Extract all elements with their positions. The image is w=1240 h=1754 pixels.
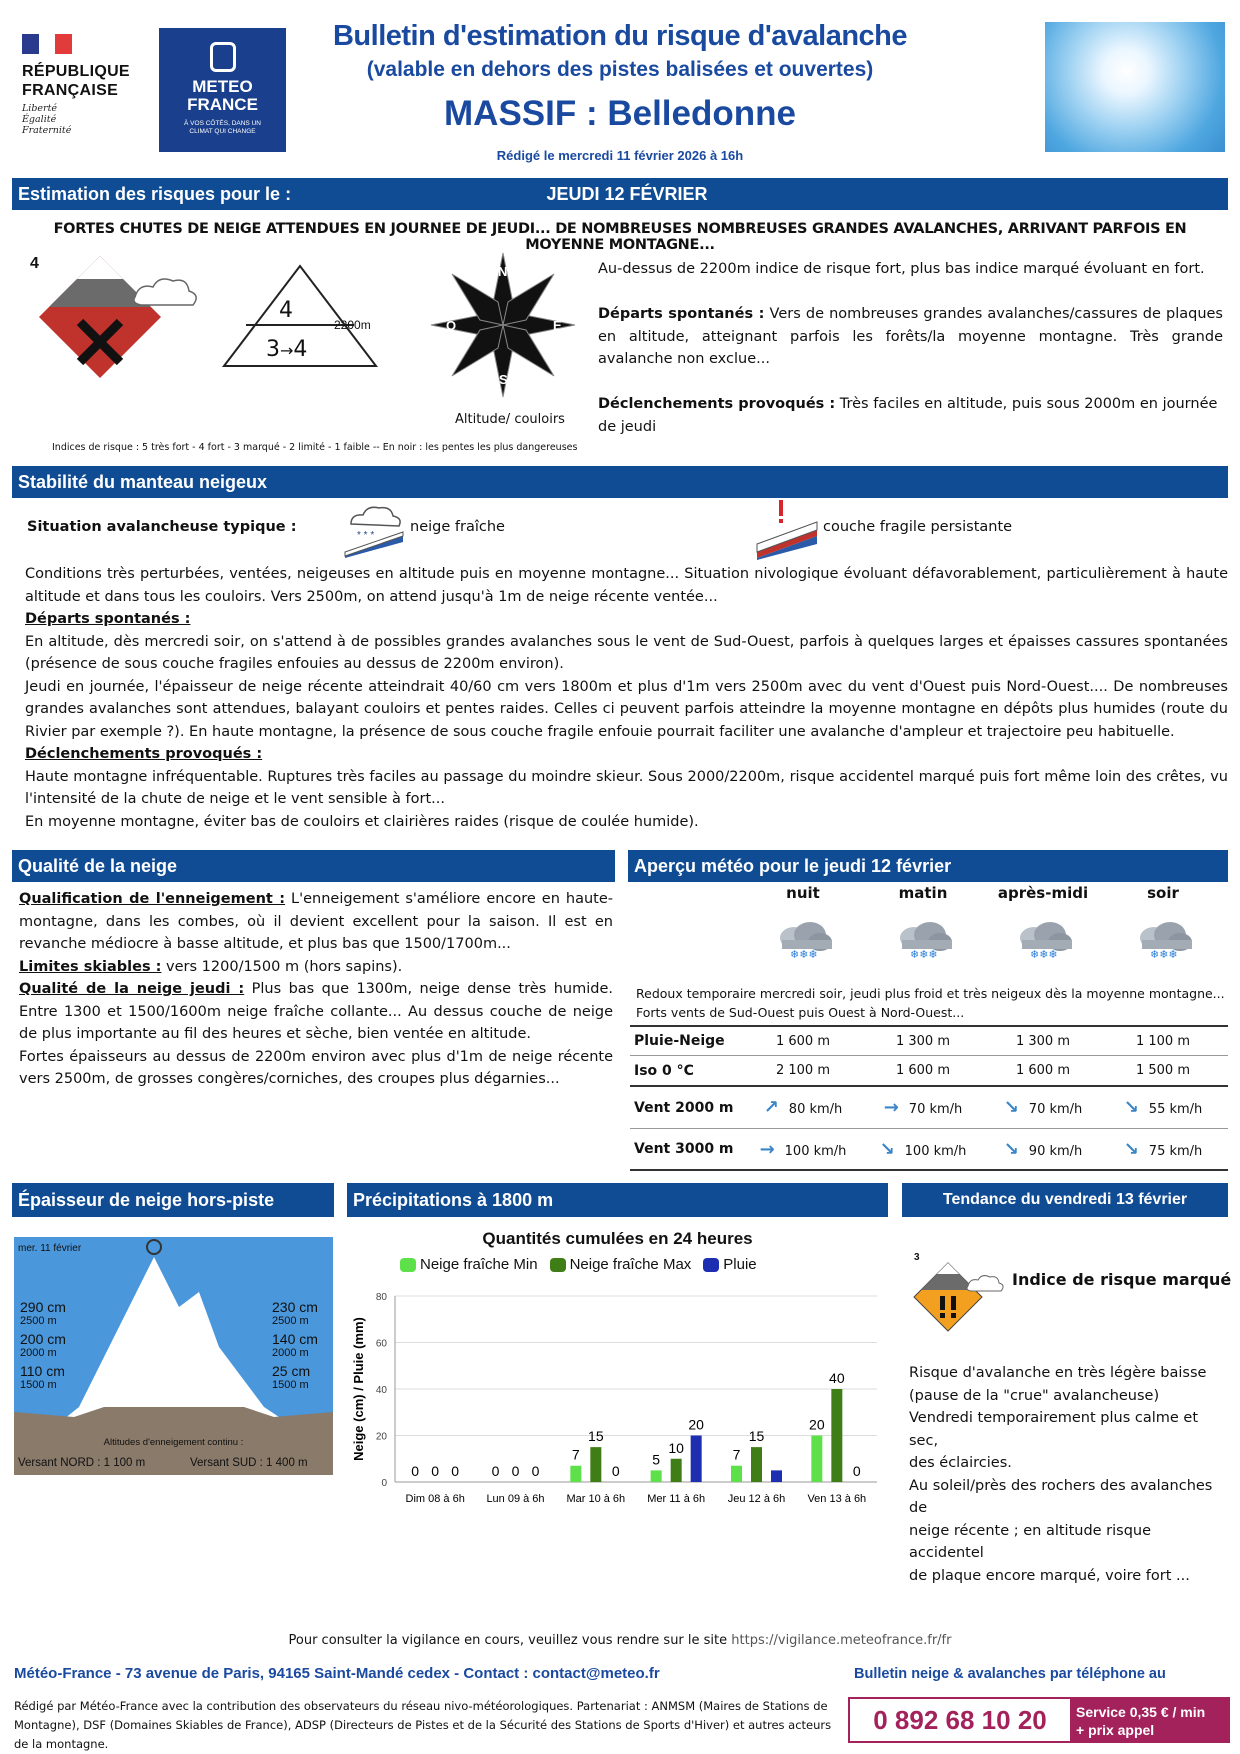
meteo-row-pluie-neige: [630, 1025, 1228, 1056]
bar-neige-fraîche-max: [671, 1459, 682, 1482]
left-alt-2: 2000 m: [20, 1347, 57, 1359]
bar-neige-fraîche-min: [651, 1470, 662, 1482]
precipitation-chart: [347, 1280, 888, 1510]
stabilite-h2: Déclenchements provoqués :: [25, 746, 263, 762]
sky-photo: [1045, 22, 1225, 152]
versant-nord: Versant NORD : 1 100 m: [18, 1457, 146, 1469]
estimation-label: Estimation des risques pour le :: [18, 183, 292, 204]
bar-pluie: [771, 1470, 782, 1482]
wind-arrow-icon: ↗: [763, 1097, 779, 1118]
y-tick-label: 0: [381, 1478, 387, 1489]
snow-cloud-icon: [1128, 918, 1198, 960]
left-depth-1: 290 cm: [20, 1299, 66, 1315]
vigilance-link[interactable]: https://vigilance.meteofrance.fr/fr: [731, 1633, 952, 1648]
legend-swatch-max: [550, 1258, 566, 1272]
lower-risk-to: 4: [293, 337, 308, 362]
epaisseur-bar: Épaisseur de neige hors-piste: [12, 1183, 334, 1217]
row-value: 1 300 m: [1015, 1033, 1070, 1049]
data-label: 7: [732, 1446, 741, 1463]
legend-swatch-pluie: [703, 1258, 719, 1272]
compass-s: S: [499, 372, 508, 387]
chart-title: Quantités cumulées en 24 heures: [482, 1229, 753, 1248]
bar-neige-fraîche-max: [751, 1447, 762, 1482]
depth-date: mer. 11 février: [18, 1243, 82, 1254]
row-label: Iso 0 °C: [634, 1062, 694, 1079]
svg-text:❄❄❄: ❄❄❄: [910, 949, 938, 960]
bulletin-subtitle: (valable en dehors des pistes balisées et ouvertes): [366, 58, 874, 81]
situation-fresh-snow: neige fraîche: [410, 519, 505, 535]
declench-paragraph: [598, 393, 1228, 438]
fresh-snow-icon: [343, 502, 405, 558]
right-depth-2: 140 cm: [272, 1331, 318, 1347]
stabilite-p4: Haute montagne infréquentable. Ruptures très faciles au passage du moindre skieur. Sous 2000/2200m, risque accidentel marqué puis fort même loin des crêtes, vu l'intensité de la chute de neige et le vent sensible à fort...: [25, 768, 1228, 807]
risk-4-pictogram: [25, 252, 205, 382]
departs-label: Départs spontanés :: [598, 306, 765, 322]
wind-arrow-icon: →: [759, 1138, 775, 1160]
bar-neige-fraîche-min: [811, 1436, 822, 1483]
bar-neige-fraîche-max: [590, 1447, 601, 1482]
data-label: 15: [748, 1428, 765, 1445]
wind-arrow-icon: ↘: [1003, 1138, 1019, 1160]
tendance-bar: Tendance du vendredi 13 février: [902, 1183, 1228, 1217]
data-label: 5: [652, 1451, 661, 1468]
chart-legend: [400, 1256, 757, 1273]
right-depth-3: 25 cm: [272, 1363, 311, 1379]
versant-sud: Versant SUD : 1 400 m: [190, 1457, 308, 1469]
qualite-q2-text: vers 1200/1500 m (hors sapins).: [161, 958, 403, 975]
phone-title: Bulletin neige & avalanches par téléphone au: [854, 1666, 1166, 1682]
row-value: 100 km/h: [904, 1143, 967, 1159]
y-tick-label: 80: [375, 1292, 387, 1303]
data-label: 0: [431, 1463, 440, 1479]
tendance-line: des éclaircies.: [909, 1455, 1012, 1471]
qualite-q4-text: Fortes épaisseurs au dessus de 2200m environ avec plus d'1m de neige récente vers 2500m, de grosses congères/corniches, des croupes plus dégarnies...: [19, 1048, 613, 1087]
mf-tagline: À VOS CÔTÉS, DANS UN CLIMAT QUI CHANGE: [184, 120, 261, 135]
persistent-weak-layer-icon: [755, 498, 819, 560]
wind-arrow-icon: ↘: [1003, 1097, 1019, 1118]
meteo-row-vent-2000: [630, 1087, 1228, 1129]
right-alt-3: 1500 m: [272, 1379, 309, 1391]
lower-risk-value: [266, 337, 307, 362]
redaction-date: Rédigé le mercredi 11 février 2026 à 16h: [496, 148, 744, 163]
y-tick-label: 40: [375, 1385, 387, 1396]
vigilance-text: Pour consulter la vigilance en cours, veuillez vous rendre sur le site: [288, 1633, 728, 1648]
y-axis-label: Neige (cm) / Pluie (mm): [351, 1317, 366, 1461]
bar-neige-fraîche-min: [731, 1466, 742, 1482]
row-value: 70 km/h: [908, 1102, 963, 1117]
wind-arrow-icon: ↘: [1123, 1097, 1139, 1118]
rf-motto-3: Fraternité: [22, 125, 72, 136]
bar-neige-fraîche-min: [570, 1466, 581, 1482]
left-alt-1: 2500 m: [20, 1315, 57, 1327]
row-value: 80 km/h: [788, 1102, 843, 1117]
arrow-right-icon: →: [280, 341, 294, 360]
row-value: 1 500 m: [1135, 1063, 1190, 1078]
bulletin-title: Bulletin d'estimation du risque d'avalanche: [332, 20, 908, 52]
crosshair-icon: [146, 1239, 162, 1255]
period-nuit: nuit: [786, 884, 820, 902]
meteo-france-logo: [159, 28, 286, 152]
vigilance-line: [0, 1633, 1240, 1648]
period-apres-midi: après-midi: [997, 884, 1089, 902]
row-value: 2 100 m: [775, 1063, 830, 1078]
data-label: 0: [451, 1463, 460, 1479]
mf-logo-line-2: FRANCE: [187, 95, 258, 114]
footer-address: Météo-France - 73 avenue de Paris, 94165 Saint-Mandé cedex - Contact : contact@meteo.fr: [14, 1665, 660, 1682]
meteo-bar: Aperçu météo pour le jeudi 12 février: [628, 850, 1228, 882]
left-alt-3: 1500 m: [20, 1379, 57, 1391]
declench-label: Déclenchements provoqués :: [598, 396, 836, 412]
estimation-bar: [12, 178, 1228, 210]
republique-francaise-logo: [22, 34, 132, 144]
qualite-text: [19, 888, 613, 1091]
meteo-france-emblem-icon: [210, 42, 236, 72]
x-tick-label: Ven 13 à 6h: [807, 1493, 867, 1505]
data-label: 0: [411, 1463, 420, 1479]
continu-label: Altitudes d'enneigement continu :: [103, 1437, 244, 1448]
snow-cloud-icon: [888, 918, 958, 960]
data-label: 0: [491, 1463, 500, 1479]
rf-motto-1: Liberté: [22, 103, 58, 114]
row-value: 1 600 m: [895, 1063, 950, 1078]
snow-depth-diagram: [14, 1237, 333, 1475]
tendance-line: Au soleil/près des rochers des avalanches de: [909, 1477, 1213, 1516]
legend-min: Neige fraîche Min: [420, 1256, 538, 1273]
upper-risk-value: 4: [279, 298, 293, 323]
situation-label: Situation avalancheuse typique :: [27, 519, 297, 535]
tendance-label: Indice de risque marqué: [1012, 1270, 1232, 1289]
bar-pluie: [691, 1436, 702, 1483]
qualite-q1-text: L'enneigement s'améliore encore en haute-montagne, dans les combes, où il devient excellent pour la saison. Il est en revanche médiocre à basse altitude, et plus bas que 1500/1700m...: [19, 891, 614, 952]
precip-bar: Précipitations à 1800 m: [347, 1183, 888, 1217]
x-tick-label: Dim 08 à 6h: [405, 1493, 465, 1505]
svg-text:❄❄❄: ❄❄❄: [790, 949, 818, 960]
row-label: Vent 2000 m: [634, 1099, 734, 1116]
risk-index-number: 4: [30, 255, 39, 272]
meteo-row-iso0: [630, 1056, 1228, 1087]
tendance-line: neige récente ; en altitude risque accidentel: [909, 1522, 1152, 1561]
data-label: 0: [852, 1463, 861, 1479]
legend-max: Neige fraîche Max: [569, 1256, 692, 1273]
row-value: 1 600 m: [775, 1033, 830, 1049]
mf-logo-line-1: METEO: [192, 77, 253, 96]
y-tick-label: 20: [375, 1431, 387, 1443]
svg-text:❄❄❄: ❄❄❄: [1150, 949, 1178, 960]
left-depth-2: 200 cm: [20, 1331, 66, 1347]
lower-risk-from: 3: [266, 337, 280, 362]
x-tick-label: Mar 10 à 6h: [566, 1493, 626, 1505]
data-label: 0: [611, 1463, 620, 1479]
flag-icon: [22, 34, 72, 54]
compass-n: N: [498, 264, 508, 279]
tendance-text: [909, 1362, 1227, 1587]
departs-text: Vers de nombreuses grandes avalanches/cassures de plaques en altitude, atteignant parfois les forêts/la moyenne montagne. Très grande avalanche non exclue...: [598, 306, 1223, 367]
compass-o: O: [446, 318, 457, 333]
row-value: 90 km/h: [1028, 1143, 1083, 1159]
row-value: 1 100 m: [1135, 1033, 1190, 1049]
row-value: 100 km/h: [784, 1143, 847, 1159]
data-label: 15: [588, 1428, 604, 1445]
departs-paragraph: [598, 303, 1223, 371]
tendance-line: Vendredi temporairement plus calme et sec,: [909, 1410, 1199, 1449]
phone-service: Service 0,35 € / min: [1076, 1704, 1206, 1720]
left-depth-3: 110 cm: [20, 1363, 65, 1379]
stabilite-p1: Conditions très perturbées, ventées, neigeuses en altitude puis en moyenne montagne... Situation nivologique évoluant défavorablement, particulièrement à haute altitude et dans tous les couloirs. Vers 2500m, on attend jusqu'à 1m de neige récente ventée...: [25, 566, 1228, 605]
declench-text: Très faciles en altitude, puis sous 2000m en journée de jeudi: [598, 396, 1218, 435]
footer-redige: Rédigé par Météo-France avec la contribution des observateurs du réseau nivo-météorologiques. Partenariat : ANMSM (Maires de Stations de Montagne), DSF (Domaines Skiables de France), ADSP (Directeurs de Pistes et de la Sécurité des Stations de Sports d'Hiver) et autres acteurs de la montagne.: [14, 1699, 832, 1751]
x-tick-label: Jeu 12 à 6h: [727, 1493, 786, 1505]
altitude-limit: 2200m: [334, 318, 371, 332]
meteo-table: [630, 1025, 1228, 1171]
rf-line-1: RÉPUBLIQUE: [22, 63, 130, 80]
wind-arrow-icon: ↘: [1123, 1138, 1139, 1160]
tendance-index: 3: [914, 1252, 920, 1263]
snow-cloud-icon: [768, 918, 838, 960]
data-label: 0: [531, 1463, 540, 1479]
meteo-comment: Redoux temporaire mercredi soir, jeudi plus froid et très neigeux dès la moyenne montagne... Forts vents de Sud-Ouest puis Ouest à Nord-Ouest...: [636, 986, 1225, 1020]
row-value: 1 300 m: [895, 1033, 950, 1049]
row-value: 75 km/h: [1148, 1143, 1203, 1159]
row-label: Vent 3000 m: [634, 1141, 734, 1157]
risk-3-pictogram: [910, 1260, 1010, 1332]
stabilite-p2: En altitude, dès mercredi soir, on s'attend à de possibles grandes avalanches sous le vent de Sud-Ouest, parfois à quelques larges et épaisses cassures spontanées (présence de sous couche fragiles enfouies au dessus de 2200m environ).: [25, 633, 1228, 672]
situation-weak-layer: couche fragile persistante: [823, 519, 1013, 535]
wind-arrow-icon: ↘: [879, 1138, 895, 1160]
estimation-date: JEUDI 12 FÉVRIER: [546, 183, 708, 204]
y-tick-label: 60: [375, 1338, 387, 1350]
svg-text:* * *: * * *: [357, 530, 375, 541]
x-tick-label: Mer 11 à 6h: [647, 1493, 706, 1505]
legend-swatch-min: [400, 1258, 416, 1272]
data-label: 20: [809, 1416, 825, 1433]
stabilite-bar: Stabilité du manteau neigeux: [12, 466, 1228, 498]
stabilite-text: [25, 563, 1228, 833]
estimation-summary: Au-dessus de 2200m indice de risque fort, plus bas indice marqué évoluant en fort.: [598, 261, 1205, 277]
data-label: 0: [511, 1463, 520, 1479]
period-matin: matin: [898, 884, 948, 902]
compass-caption: Altitude/ couloirs: [455, 412, 565, 427]
wind-arrow-icon: →: [883, 1097, 899, 1118]
massif-name: MASSIF : Belledonne: [444, 94, 796, 133]
right-alt-1: 2500 m: [272, 1315, 309, 1327]
compass-e: E: [553, 318, 562, 333]
risk-headline: FORTES CHUTES DE NEIGE ATTENDUES EN JOURNEE DE JEUDI... DE NOMBREUSES NOMBREUSES GRANDES AVALANCHES, ARRIVANT PARFOIS EN MOYENNE MONTAGNE...: [53, 221, 1187, 253]
qualite-q2-label: Limites skiables :: [19, 958, 162, 975]
tendance-line: (pause de la "crue" avalancheuse): [909, 1387, 1160, 1404]
qualite-bar: Qualité de la neige: [12, 850, 615, 882]
row-value: 55 km/h: [1148, 1102, 1203, 1117]
right-alt-2: 2000 m: [272, 1347, 309, 1359]
stabilite-h1: Départs spontanés :: [25, 611, 191, 627]
snow-cloud-icon: [1008, 918, 1078, 960]
bar-neige-fraîche-max: [831, 1389, 842, 1482]
indices-note: Indices de risque : 5 très fort - 4 fort - 3 marqué - 2 limité - 1 faible -- En noir : les pentes les plus dangereuses: [52, 442, 578, 453]
tendance-line: de plaque encore marqué, voire fort ...: [909, 1567, 1190, 1584]
right-depth-1: 230 cm: [272, 1299, 318, 1315]
phone-number[interactable]: 0 892 68 10 20: [873, 1704, 1047, 1735]
phone-box[interactable]: [848, 1697, 1230, 1743]
meteo-icons: [743, 918, 1223, 960]
period-soir: soir: [1147, 884, 1179, 902]
row-label: Pluie-Neige: [634, 1033, 725, 1049]
qualite-q1-label: Qualification de l'enneigement :: [19, 891, 286, 907]
data-label: 10: [668, 1439, 684, 1456]
rf-line-2: FRANÇAISE: [22, 82, 119, 99]
meteo-periods: [743, 884, 1223, 902]
tendance-line: Risque d'avalanche en très légère baisse: [909, 1365, 1207, 1381]
row-value: 1 600 m: [1015, 1063, 1070, 1078]
row-value: 70 km/h: [1028, 1102, 1083, 1117]
data-label: 7: [571, 1446, 580, 1463]
phone-prix: + prix appel: [1076, 1722, 1155, 1738]
meteo-row-vent-3000: [630, 1129, 1228, 1171]
svg-text:❄❄❄: ❄❄❄: [1030, 949, 1058, 960]
stabilite-p3: Jeudi en journée, l'épaisseur de neige récente atteindrait 40/60 cm vers 1800m et plus d'1m vers 2500m avec du vent d'Ouest puis Nord-Ouest.... De nombreuses grandes avalanches sont attendues, balayant couloirs et pentes raides. Celles ci peuvent parfois atteindre la moyenne montagne en dépôts plus humides (route du Rivier par exemple ?). En haute montagne, la présence de sous couche fragile enfouie pourrait faciliter une avalanche d'ampleur et trajectoire peu habituelle.: [25, 678, 1228, 740]
stabilite-p5: En moyenne montagne, éviter bas de couloirs et clairières raides (risque de coulée humide).: [25, 813, 699, 830]
legend-pluie: Pluie: [723, 1256, 757, 1273]
rf-motto-2: Égalité: [22, 114, 57, 125]
data-label: 40: [829, 1370, 845, 1386]
x-tick-label: Lun 09 à 6h: [486, 1493, 545, 1505]
qualite-q3-text: Plus bas que 1300m, neige dense très humide. Entre 1300 et 1500/1600m neige fraîche collante... Au dessus couche de neige de plus importante au fil des heures et sèche, bien ventée en altitude.: [19, 981, 613, 1042]
qualite-q3-label: Qualité de la neige jeudi :: [19, 981, 245, 997]
data-label: 20: [688, 1416, 704, 1433]
